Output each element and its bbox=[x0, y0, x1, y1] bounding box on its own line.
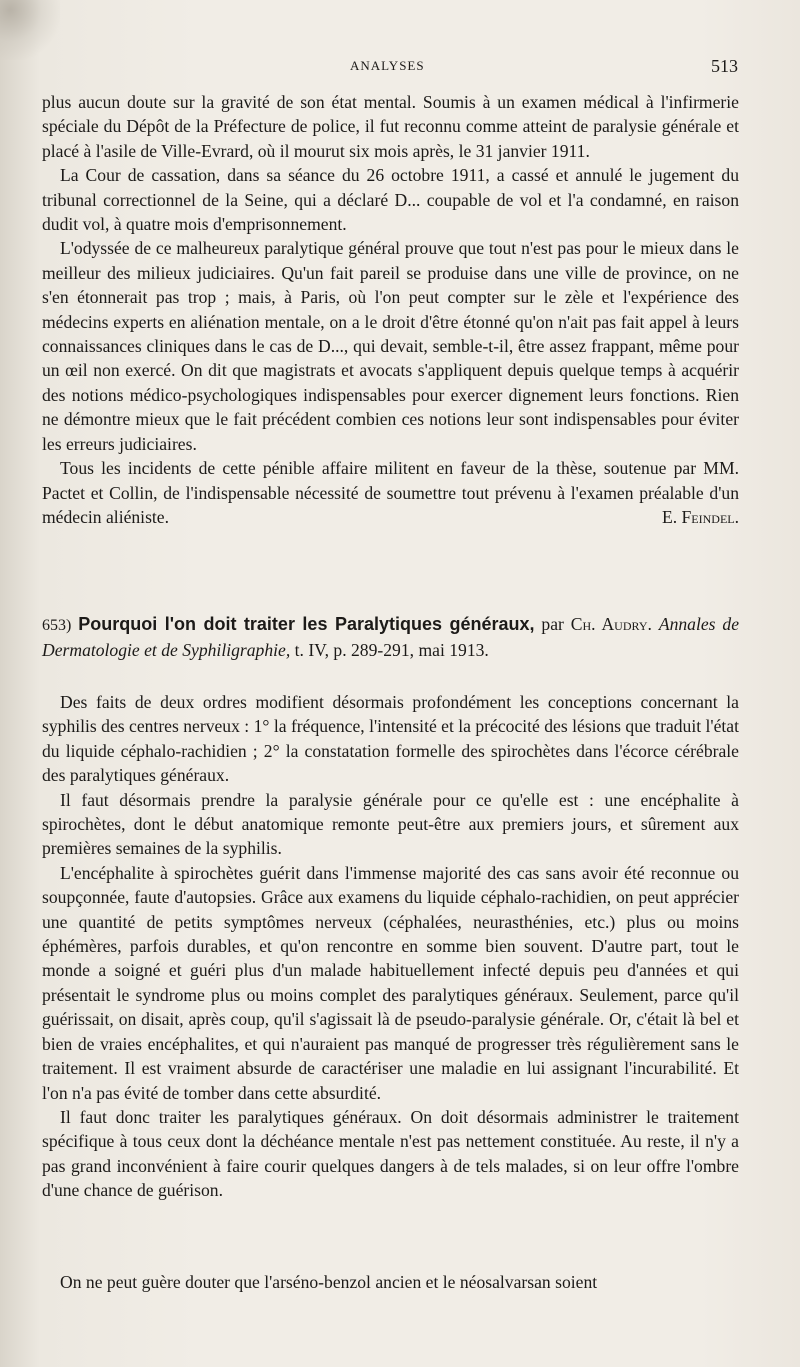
paragraph: L'encéphalite à spirochètes guérit dans l'immense majorité des cas sans avoir été reconnue ou soupçonnée, faute d'autopsies. Grâce aux examens du liquide céphalo-rachidien, on peut apprécier une quantité de petits symptômes nerveux (céphalées, neurasthénies, etc.) plus ou moins éphémères, parfois durables, et qu'on rencontre en somme bien souvent. D'autre part, tout le monde a soigné et guéri plus d'un malade habituellement infecté depuis peu d'années et qui présentait le syndrome plus ou moins complet des paralytiques généraux. Seulement, parce qu'il guérissait, on disait, après coup, qu'il s'agissait là de pseudo-paralysie générale. Or, c'était là bel et bien de vraies encéphalites, et qui n'auraient pas manqué de progresser très régulièrement sans le traitement. Il est vraiment absurde de caractériser une maladie en lui assignant l'incurabilité. Et l'on n'a pas évité de tomber dans cette absurdité. bbox=[42, 862, 739, 1103]
article-body bbox=[42, 690, 739, 1203]
paragraph: Il faut donc traiter les paralytiques généraux. On doit désormais administrer le traitement spécifique à tous ceux dont la déchéance mentale n'est pas nettement constituée. Au reste, il n'y a pas grand inconvénient à faire courir quelques dangers à de tels malades, si on leur offre l'ombre d'une chance de guérison. bbox=[42, 1106, 739, 1201]
paragraph: Il faut désormais prendre la paralysie générale pour ce qu'elle est : une encéphalite à spirochètes, dont le début anatomique remonte peut-être aux premiers jours, et sûrement aux premières semaines de la syphilis. bbox=[42, 789, 739, 859]
article-reference: t. IV, p. 289-291, mai 1913. bbox=[294, 640, 489, 661]
article-number: 653) bbox=[42, 617, 72, 634]
article-citation bbox=[42, 612, 739, 663]
paragraph-text: Tous les incidents de cette pénible affaire militent en faveur de la thèse, soutenue par MM. Pactet et Collin, de l'indispensable nécessité de soumettre tout prévenu à l'examen préalable d'un médecin aliéniste. bbox=[42, 458, 739, 527]
reviewer-signature: E. Feindel. bbox=[661, 506, 739, 527]
article-body-continued bbox=[42, 1270, 739, 1294]
paragraph: L'odyssée de ce malheureux paralytique général prouve que tout n'est pas pour le mieux dans le meilleur des milieux judiciaires. Qu'un fait pareil se produise dans une ville de province, on ne s'en étonnerait pas trop ; mais, à Paris, où l'on peut compter sur le zèle et l'expérience des médecins experts en aliénation mentale, on a le droit d'être étonné qu'on n'ait pas fait appel à leurs connaissances cliniques dans le cas de D..., qui devait, semble-t-il, être assez frappant, même pour un œil non exercé. On dit que magistrats et avocats s'appliquent depuis quelque temps à acquérir des notions médico-psychologiques indispensables pour exercer dignement leurs fonctions. Rien ne démontre mieux que le fait précédent combien ces notions leur sont indispensables pour éviter les erreurs judiciaires. bbox=[42, 238, 739, 454]
running-head bbox=[0, 56, 800, 80]
previous-review-text bbox=[42, 90, 739, 529]
article-title: Pourquoi l'on doit traiter les Paralytiques généraux, bbox=[78, 614, 535, 634]
article-author: Ch. Audry. bbox=[570, 614, 652, 634]
article-journal: Annales de Dermatologie et de Syphiligraphie, bbox=[42, 614, 739, 661]
article-by: par bbox=[541, 614, 564, 634]
page-number: 513 bbox=[711, 56, 738, 76]
paragraph bbox=[42, 456, 739, 529]
paragraph: La Cour de cassation, dans sa séance du 26 octobre 1911, a cassé et annulé le jugement du tribunal correctionnel de la Seine, qui a déclaré D... coupable de vol et l'a condamné, en raison dudit vol, à quatre mois d'emprisonnement. bbox=[42, 165, 739, 235]
page-stain bbox=[0, 0, 60, 60]
article-heading bbox=[42, 612, 739, 663]
paragraph: Des faits de deux ordres modifient désormais profondément les conceptions concernant la syphilis des centres nerveux : 1° la fréquence, l'intensité et la précocité des lésions que traduit l'état du liquide céphalo-rachidien ; 2° la constatation formelle des spirochètes dans l'écorce cérébrale des paralytiques généraux. bbox=[42, 692, 739, 786]
running-title: ANALYSES bbox=[350, 58, 425, 73]
paragraph: plus aucun doute sur la gravité de son état mental. Soumis à un examen médical à l'infirmerie spéciale du Dépôt de la Préfecture de police, il fut reconnu comme atteint de paralysie générale et placé à l'asile de Ville-Evrard, où il mourut six mois après, le 31 janvier 1911. bbox=[42, 92, 739, 161]
paragraph: On ne peut guère douter que l'arséno-benzol ancien et le néosalvarsan soient bbox=[60, 1272, 598, 1292]
